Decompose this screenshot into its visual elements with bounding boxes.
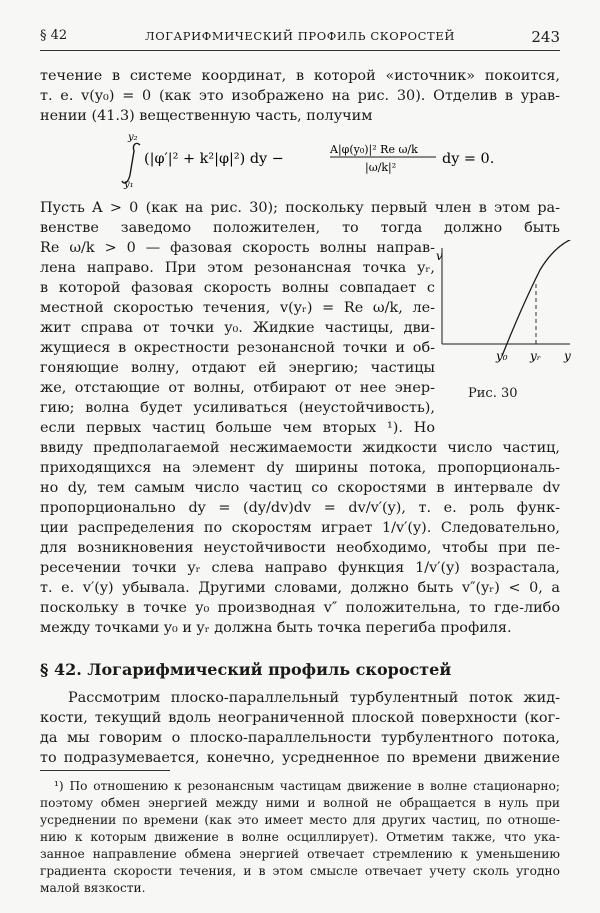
integral-upper-limit: y₂ — [128, 132, 138, 143]
text-line: жит справа от точки y₀. Жидкие частицы, дви- — [40, 320, 435, 336]
footnote-line: нию к которым движение в волне осциллирует). Отметим также, что ука- — [40, 830, 560, 844]
display-formula — [40, 131, 560, 191]
text-line: если первых частиц больше чем вторых ¹). Но — [40, 420, 435, 436]
header-section-number: § 42 — [40, 28, 68, 43]
text-line: кости, текущий вдоль неограниченной плоской поверхности (ког- — [40, 710, 560, 726]
text-line: Пусть A > 0 (как на рис. 30); поскольку первый член в этом ра- — [40, 200, 560, 216]
header-title: ЛОГАРИФМИЧЕСКИЙ ПРОФИЛЬ СКОРОСТЕЙ — [145, 29, 455, 43]
text-line: для возникновения неустойчивости необходимо, чтобы при пе- — [40, 540, 560, 556]
text-line: т. е. v(y₀) = 0 (как это изображено на рис. 30). Отделив в урав- — [40, 88, 560, 104]
text-line: ции распределения по скоростям играет 1/v′(y). Следовательно, — [40, 520, 560, 536]
text-line: жущиеся в окрестности резонансной точки и об- — [40, 340, 435, 356]
footnote-line: градиента скорости течения, и в этом смысле отвечает учету сколь угодно — [40, 864, 560, 878]
integral-lower-limit: y₁ — [124, 179, 134, 190]
text-line: пропорционально dy = (dy/dv)dv = dv/v′(y), т. е. роль функ- — [40, 500, 560, 516]
text-line: в которой фазовая скорость волны совпадает с — [40, 280, 435, 296]
label-yr: yᵣ — [530, 349, 541, 363]
velocity-profile-graph — [432, 240, 582, 390]
text-line: приходящихся на элемент dy ширины потока, пропорциональ- — [40, 460, 560, 476]
footnote-line: поэтому обмен энергией между ними и волной не обращается в нуль при — [40, 796, 560, 810]
footnote-line: малой вязкости. — [40, 881, 146, 895]
formula-svg — [40, 131, 560, 191]
fraction-numerator: A|φ(y₀)|² Re ω/k — [330, 143, 418, 156]
text-line: же, отстающие от волны, отбирают от нее энер- — [40, 380, 435, 396]
axis-label-v: v — [436, 249, 443, 263]
integral-sign-icon — [122, 143, 140, 183]
text-line: да мы говорим о плоско-параллельности турбулентного потока, — [40, 730, 560, 746]
page-number: 243 — [531, 28, 560, 46]
velocity-curve — [502, 240, 574, 356]
text-line: между точками y₀ и yᵣ должна быть точка перегиба профиля. — [40, 620, 512, 636]
text-line: лена направо. При этом резонансная точка yᵣ, — [40, 260, 435, 276]
header-rule — [40, 50, 560, 51]
text-line: течение в системе координат, в которой «источник» покоится, — [40, 68, 560, 84]
footnote-rule — [40, 770, 170, 771]
fraction-denominator: |ω/k|² — [365, 161, 397, 174]
text-line: поскольку в точке y₀ производная v″ положительна, то где-либо — [40, 600, 560, 616]
figure-30 — [432, 240, 582, 390]
text-line: ресечении точки yᵣ слева направо функция 1/v′(y) возрастала, — [40, 560, 560, 576]
formula-integrand: (|φ′|² + k²|φ|²) dy − — [144, 151, 284, 167]
running-header — [40, 28, 560, 48]
formula-tail: dy = 0. — [442, 151, 495, 167]
text-line: гию; волна будет усиливаться (неустойчивость), — [40, 400, 435, 416]
label-y0: y₀ — [496, 349, 508, 363]
text-line: то подразумевается, конечно, усредненное по времени движение — [40, 750, 560, 766]
figure-caption: Рис. 30 — [468, 386, 518, 401]
text-line: ввиду предполагаемой несжимаемости жидкости число частиц, — [40, 440, 560, 456]
section-heading: § 42. Логарифмический профиль скоростей — [40, 660, 452, 679]
text-line: Re ω/k > 0 — фазовая скорость волны направ- — [40, 240, 435, 256]
footnote-line: усреднении по времени (как это имеет место для других частиц, по отноше- — [40, 813, 560, 827]
axis-label-y: y — [564, 349, 571, 363]
text-line: нении (41.3) вещественную часть, получим — [40, 108, 373, 124]
text-line: т. е. v′(y) убывала. Другими словами, должно быть v″(yᵣ) < 0, а — [40, 580, 560, 596]
text-line: венстве заведомо положителен, то тогда должно быть — [40, 220, 560, 236]
text-line: местной скоростью течения, v(yᵣ) = Re ω/k, ле- — [40, 300, 435, 316]
text-line: но dy, тем самым число частиц со скоростями в интервале dv — [40, 480, 560, 496]
text-line: гоняющие волну, отдают ей энергию; частицы — [40, 360, 435, 376]
footnote-line: занное направление обмена энергией отвечает стремлению к уменьшению — [40, 847, 560, 861]
footnote-line: ¹) По отношению к резонансным частицам движение в волне стационарно; — [54, 779, 560, 793]
text-line: Рассмотрим плоско-параллельный турбулентный поток жид- — [68, 690, 560, 706]
